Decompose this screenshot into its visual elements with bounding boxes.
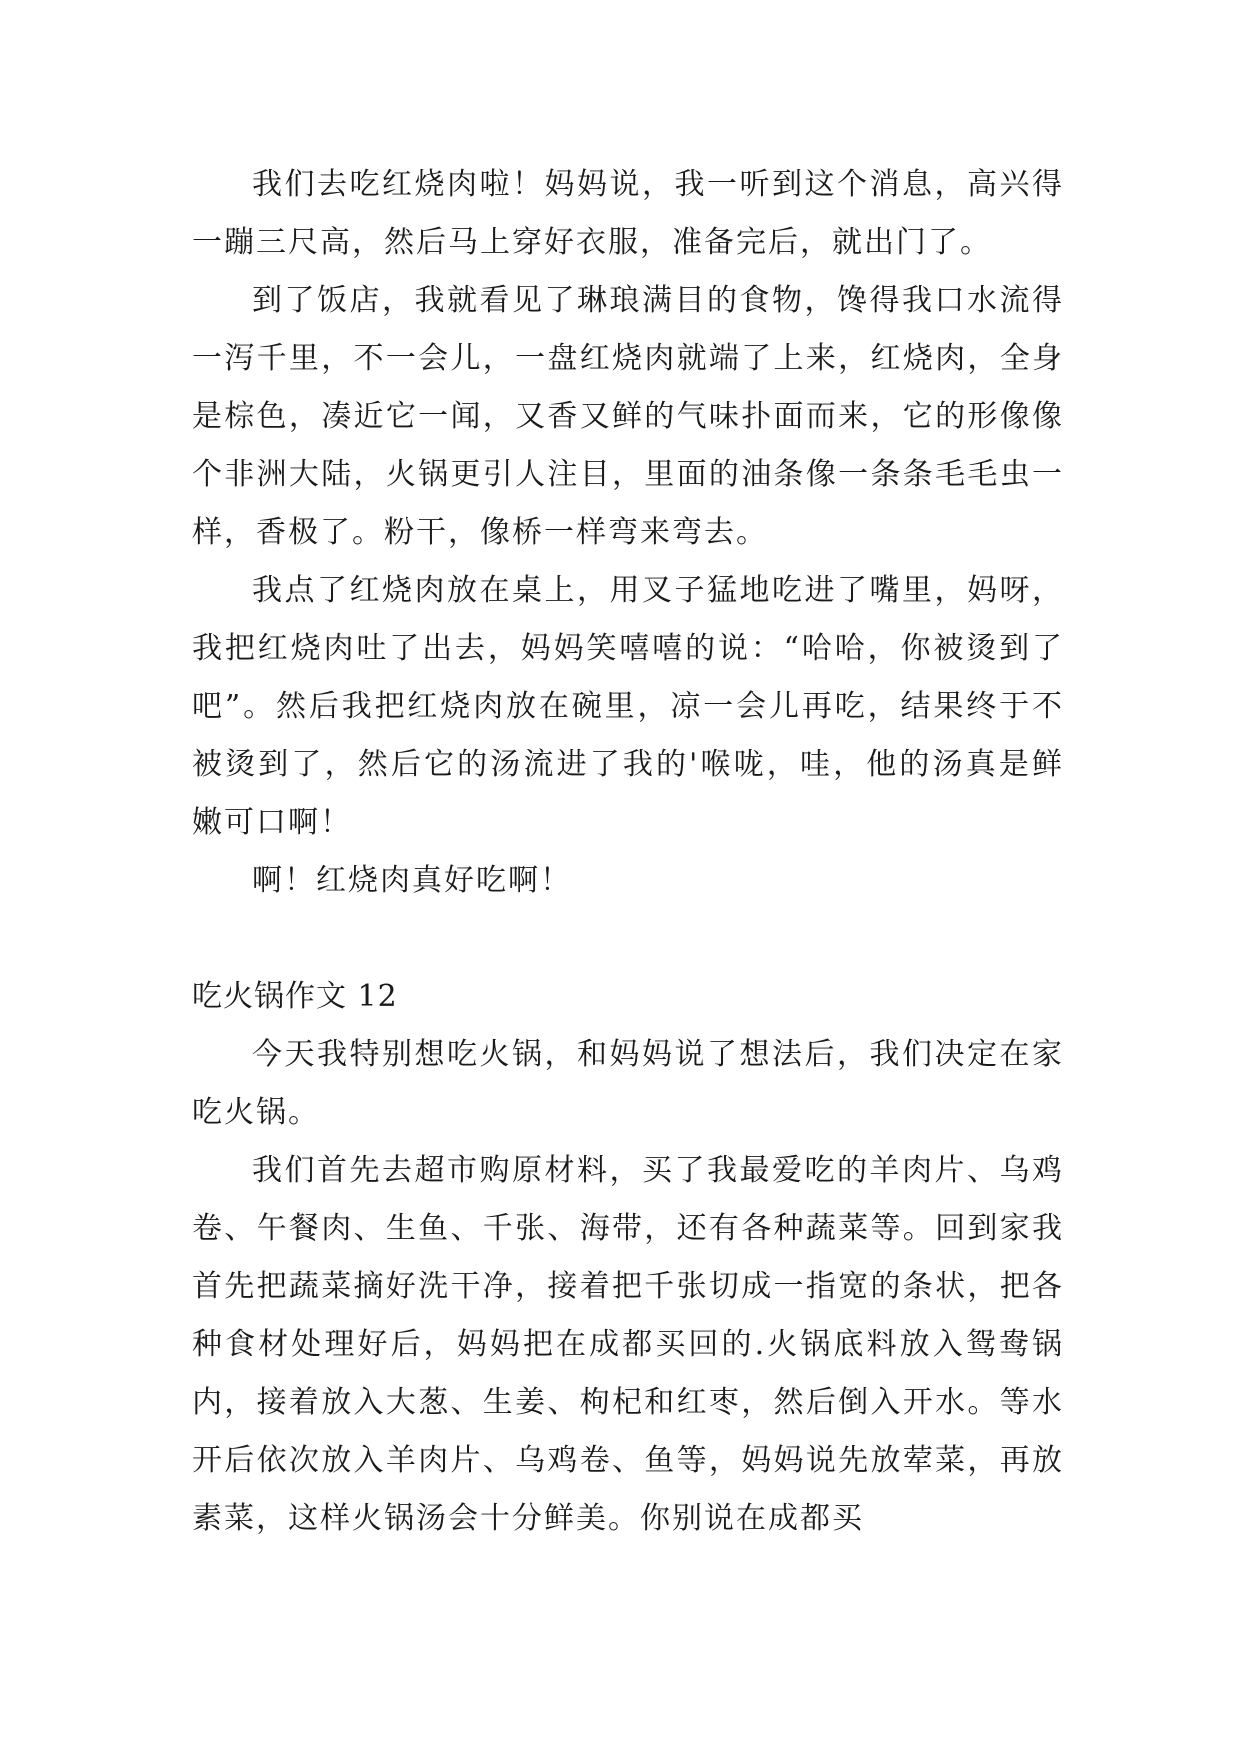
paragraph: 今天我特别想吃火锅，和妈妈说了想法后，我们决定在家吃火锅。: [192, 1037, 1064, 1130]
section-title: 吃火锅作文 12: [192, 979, 398, 1014]
paragraph: 我们去吃红烧肉啦！妈妈说，我一听到这个消息，高兴得一蹦三尺高，然后马上穿好衣服，准备完后，就出门了。: [192, 167, 1064, 260]
paragraph: 我们首先去超市购原材料，买了我最爱吃的羊肉片、乌鸡卷、午餐肉、生鱼、千张、海带，还有各种蔬菜等。回到家我首先把蔬菜摘好洗干净，接着把千张切成一指宽的条状，把各种食材处理好后，妈妈把在成都买回的.火锅底料放入鸳鸯锅内，接着放入大葱、生姜、枸杞和红枣，然后倒入开水。等水开后依次放入羊肉片、乌鸡卷、鱼等，妈妈说先放荤菜，再放素菜，这样火锅汤会十分鲜美。你别说在成都买: [192, 1153, 1064, 1536]
paragraph: 啊！红烧肉真好吃啊！: [252, 863, 572, 898]
paragraph: 到了饭店，我就看见了琳琅满目的食物，馋得我口水流得一泻千里，不一会儿，一盘红烧肉就端了上来，红烧肉，全身是棕色，凑近它一闻，又香又鲜的气味扑面而来，它的形像像个非洲大陆，火锅更引人注目，里面的油条像一条条毛毛虫一样，香极了。粉干，像桥一样弯来弯去。: [192, 283, 1064, 550]
paragraph: 我点了红烧肉放在桌上，用叉子猛地吃进了嘴里，妈呀，我把红烧肉吐了出去，妈妈笑嘻嘻的说：“哈哈，你被烫到了吧”。然后我把红烧肉放在碗里，凉一会儿再吃，结果终于不被烫到了，然后它的汤流进了我的'喉咙，哇，他的汤真是鲜嫩可口啊！: [192, 573, 1064, 840]
document-body: [192, 156, 1064, 1548]
